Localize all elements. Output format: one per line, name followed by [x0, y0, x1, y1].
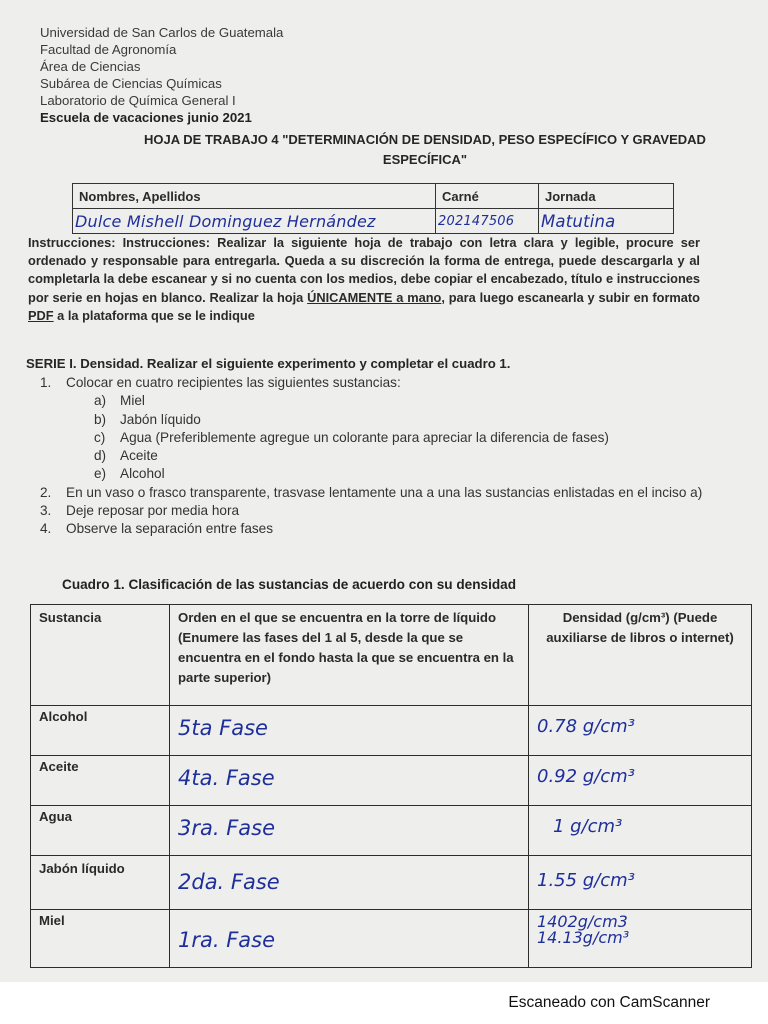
step-4: 4. Observe la separación entre fases — [40, 521, 274, 537]
serie-title: SERIE I. Densidad. Realizar el siguiente experimento y completar el cuadro 1. — [26, 356, 511, 371]
worksheet-title: HOJA DE TRABAJO 4 "DETERMINACIÓN DE DENSIDAD, PESO ESPECÍFICO Y GRAVEDAD ESPECÍFICA" — [144, 132, 706, 167]
density-value: 1.55 g/cm³ — [529, 856, 752, 910]
handwritten-only-note: ÚNICAMENTE a mano — [307, 289, 442, 305]
table-row — [31, 806, 752, 856]
table-row — [31, 910, 752, 968]
phase-order: 5ta Fase — [170, 706, 529, 756]
order-header: Orden en el que se encuentra en la torre de líquido (Enumere las fases del 1 al 5, desde la que se encuentra en el fondo hasta la que se encuentra en la parte superior) — [170, 605, 529, 706]
density-value: 0.78 g/cm³ — [529, 706, 752, 756]
table-row — [31, 756, 752, 806]
student-carne: 202147506 — [438, 214, 515, 229]
substance-name: Agua — [31, 806, 170, 856]
student-jornada: Matutina — [541, 211, 616, 231]
substance-name: Aceite — [31, 756, 170, 806]
step-1: 1. Colocar en cuatro recipientes las siguientes sustancias: — [40, 375, 401, 390]
substance-item: e) Alcohol — [94, 466, 165, 482]
area-line: Área de Ciencias — [40, 59, 141, 74]
school-line: Escuela de vacaciones junio 2021 — [40, 110, 252, 125]
subarea-line: Subárea de Ciencias Químicas — [40, 76, 222, 91]
substance-name: Alcohol — [31, 706, 170, 756]
table-row — [31, 856, 752, 910]
procedure-steps — [40, 374, 712, 539]
phase-order: 1ra. Fase — [170, 910, 529, 968]
substance-item: c) Agua (Preferiblemente agregue un colorante para apreciar la diferencia de fases) — [94, 429, 609, 445]
substance-item: b) Jabón líquido — [94, 411, 201, 427]
density-header: Densidad (g/cm³) (Puede auxiliarse de libros o internet) — [529, 605, 752, 706]
faculty-line: Facultad de Agronomía — [40, 42, 177, 57]
density-value: 0.92 g/cm³ — [529, 756, 752, 806]
scanner-footer — [0, 982, 768, 1024]
student-info-table — [72, 183, 674, 234]
phase-order: 2da. Fase — [170, 856, 529, 910]
substance-name: Jabón líquido — [31, 856, 170, 910]
institution-header — [40, 24, 283, 126]
density-value: 1 g/cm³ — [529, 806, 752, 856]
names-header: Nombres, Apellidos — [73, 184, 436, 209]
substance-header: Sustancia — [31, 605, 170, 706]
university-line: Universidad de San Carlos de Guatemala — [40, 25, 284, 40]
pdf-format-note: PDF — [28, 307, 54, 323]
substance-name: Miel — [31, 910, 170, 968]
scanner-watermark: Escaneado con CamScanner — [508, 994, 710, 1011]
phase-order: 4ta. Fase — [170, 756, 529, 806]
step-2: 2. En un vaso o frasco transparente, trasvase lentamente una a una las sustancias enlistadas en el inciso a) — [40, 484, 703, 500]
density-value: 1402g/cm3 14.13g/cm³ — [529, 910, 752, 968]
jornada-header: Jornada — [539, 184, 674, 209]
instructions-paragraph: Instrucciones: Instrucciones: Realizar la siguiente hoja de trabajo con letra clara y legible, procure ser ordenado y responsable para entregarla. Queda a su discreción la forma de entrega, puede descargarla y al completarla la debe escanear y si no cuenta con los medios, debe copiar el encabezado, título e instrucciones por serie en hojas en blanco. Realizar la hoja ÚNICAMENTE a mano, para luego escanearla y subir en formato PDF a la plataforma que se le indique — [28, 235, 700, 323]
carne-header: Carné — [436, 184, 539, 209]
step-3: 3. Deje reposar por media hora — [40, 503, 240, 519]
phase-order: 3ra. Fase — [170, 806, 529, 856]
lab-line: Laboratorio de Química General I — [40, 93, 236, 108]
table-caption: Cuadro 1. Clasificación de las sustancias de acuerdo con su densidad — [62, 577, 517, 592]
density-table — [30, 604, 752, 968]
student-name: Dulce Mishell Dominguez Hernández — [75, 211, 376, 231]
substance-item: d) Aceite — [94, 448, 158, 464]
substance-item: a) Miel — [94, 393, 145, 409]
table-row — [31, 706, 752, 756]
